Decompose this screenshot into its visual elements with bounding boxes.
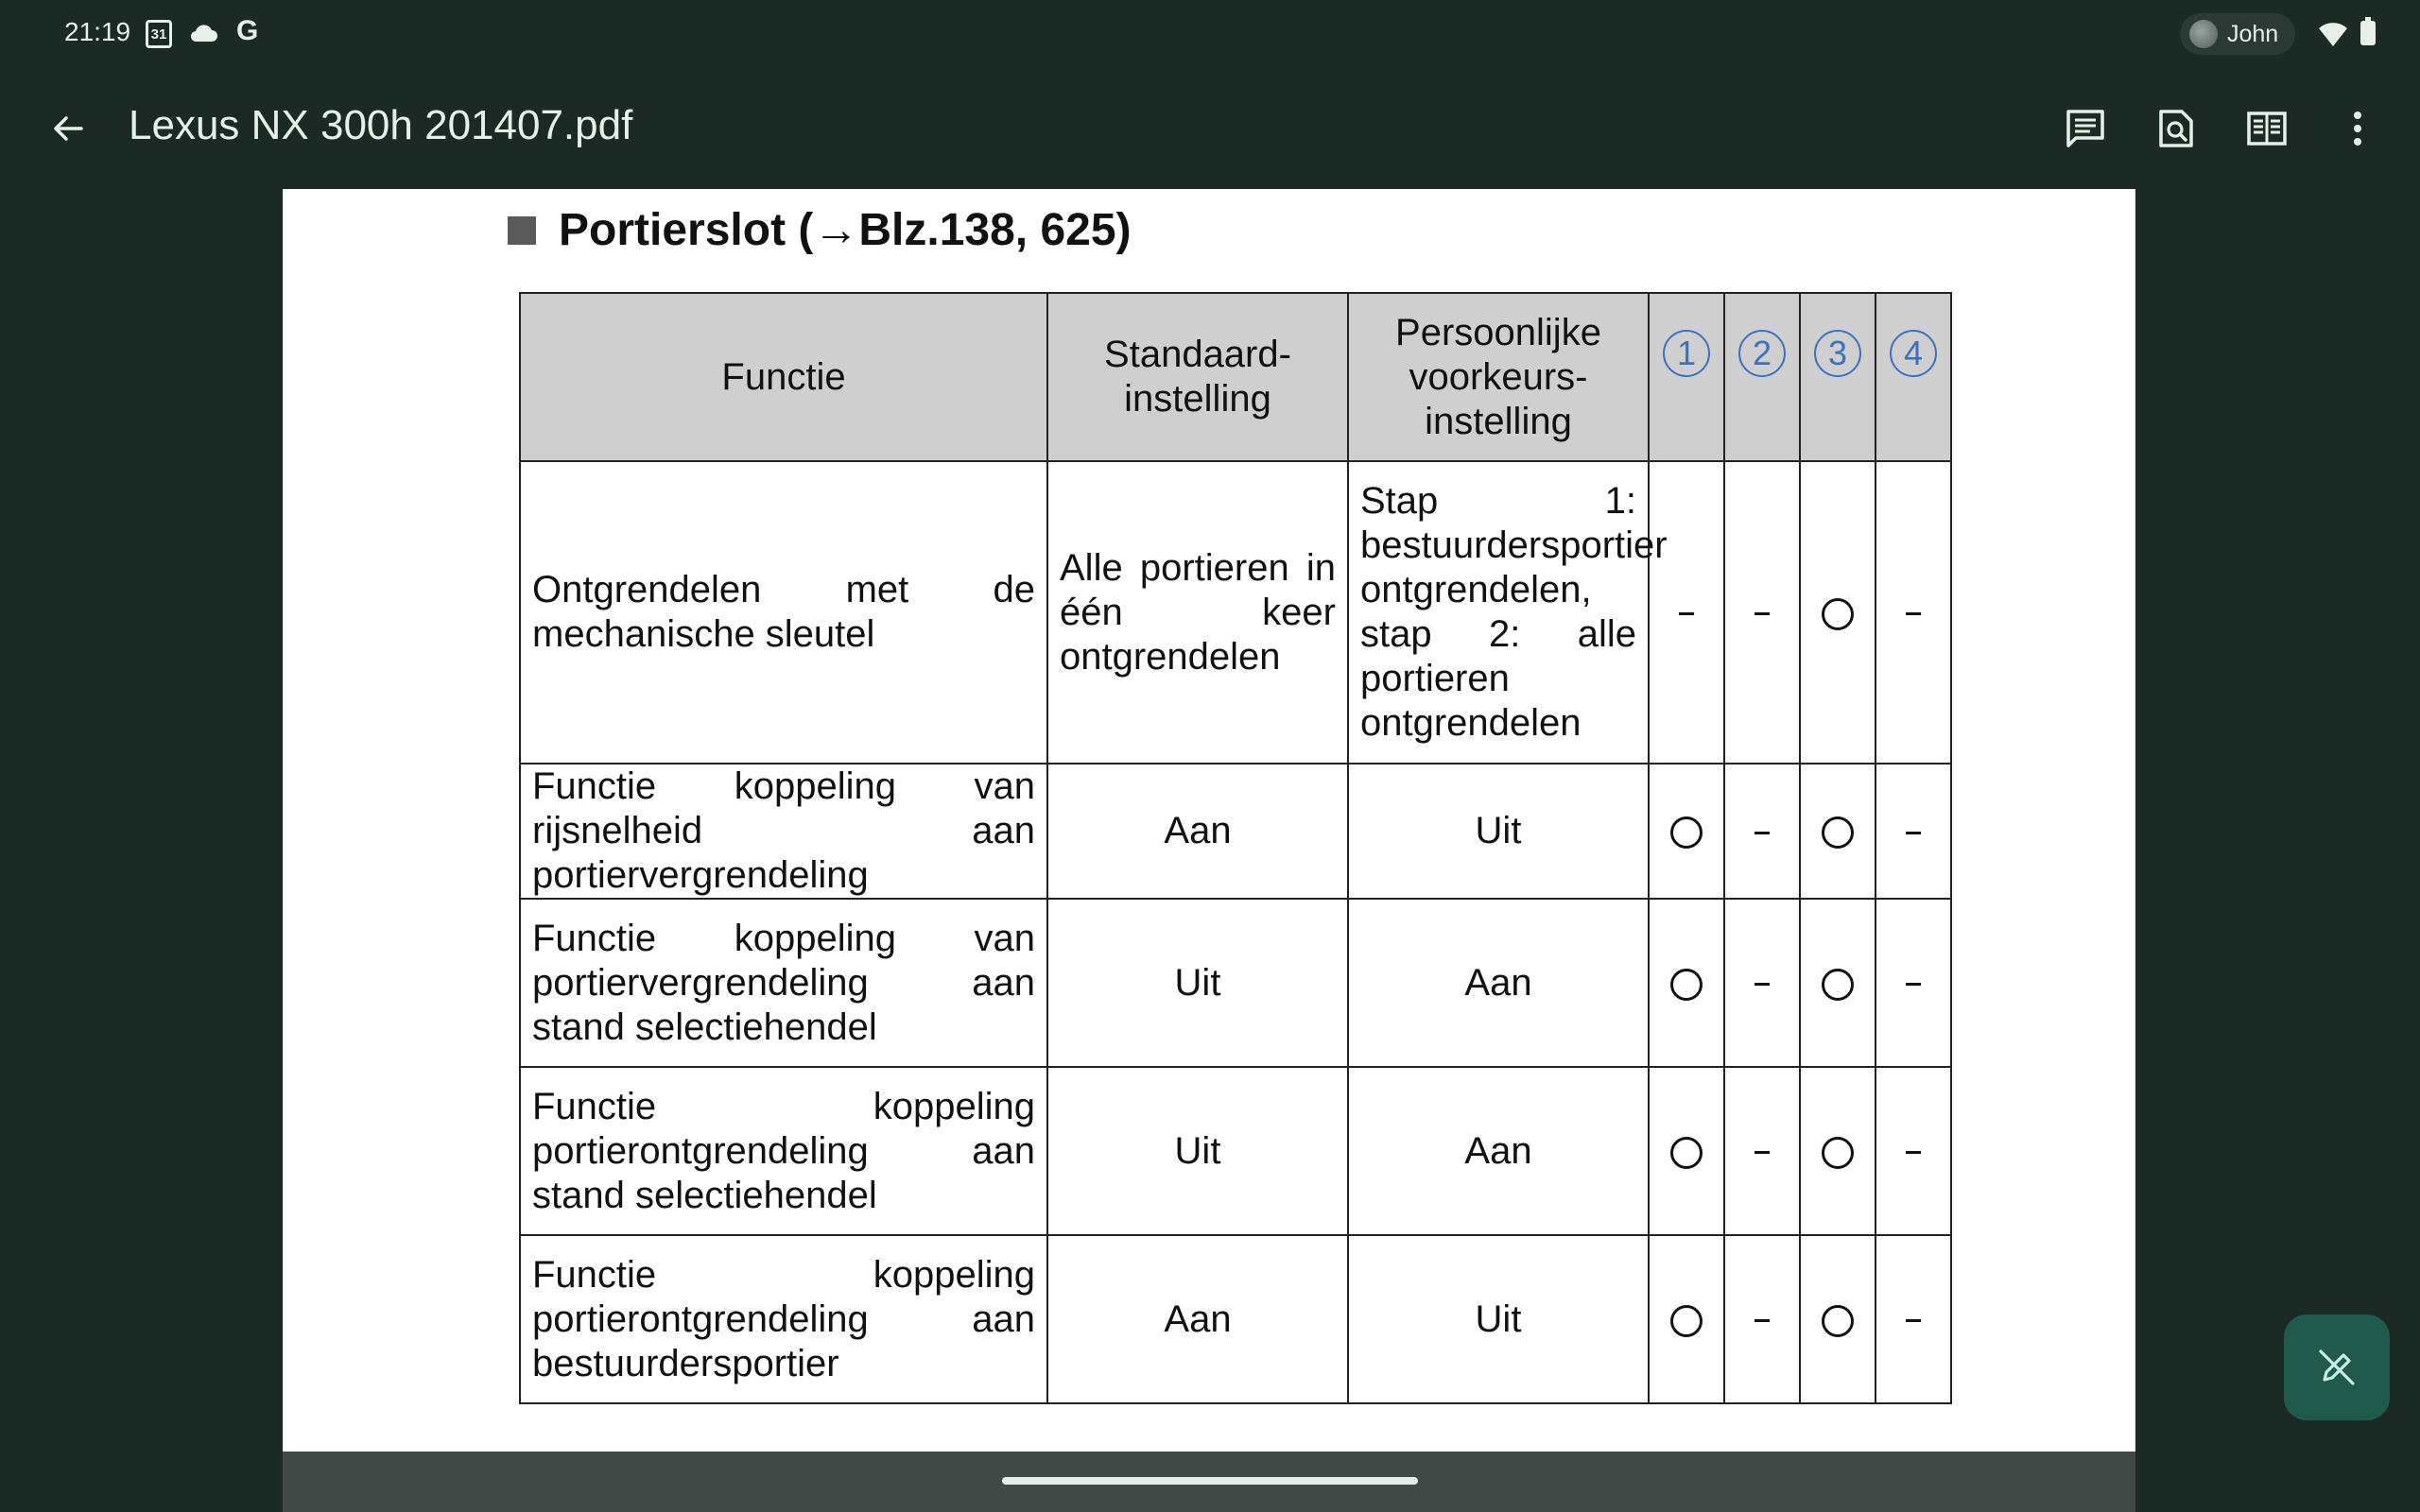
- cell-mark: [1876, 461, 1951, 764]
- cell-function: Ontgrendelen met de mechanische sleutel: [520, 461, 1047, 764]
- find-in-page-icon: [2157, 108, 2195, 149]
- table-row: [520, 1067, 1951, 1235]
- header-col-4: [1876, 293, 1951, 461]
- table-body: [520, 461, 1951, 1403]
- section-title: Portierslot (→Blz.138, 625): [559, 205, 1132, 255]
- app-bar: [0, 68, 2420, 189]
- cell-default: Uit: [1047, 1067, 1348, 1235]
- cell-default: Aan: [1047, 764, 1348, 899]
- circle-mark: [1822, 598, 1854, 630]
- cell-mark: [1649, 1067, 1724, 1235]
- cell-mark: [1800, 1067, 1876, 1235]
- more-options-button[interactable]: [2329, 100, 2386, 157]
- dash-mark: [1754, 1151, 1770, 1154]
- cell-function: Functie koppeling van rijsnelheid aan portiervergrendeling: [520, 764, 1047, 899]
- cell-custom: Aan: [1348, 899, 1649, 1067]
- comments-button[interactable]: [2057, 100, 2114, 157]
- table-row: [520, 899, 1951, 1067]
- table-row: [520, 461, 1951, 764]
- circle-mark: [1670, 1305, 1703, 1337]
- dash-mark: [1906, 1319, 1921, 1322]
- cell-mark: [1724, 1235, 1800, 1403]
- cell-mark: [1876, 1235, 1951, 1403]
- comment-icon: [2065, 108, 2106, 149]
- circle-number-3: 3: [1814, 330, 1861, 377]
- edit-off-icon: [2315, 1346, 2359, 1389]
- home-indicator[interactable]: [1002, 1477, 1418, 1485]
- cell-mark: [1724, 764, 1800, 899]
- cell-mark: [1800, 461, 1876, 764]
- user-name: John: [2227, 20, 2279, 47]
- back-button[interactable]: [42, 102, 95, 155]
- cell-mark: [1649, 1235, 1724, 1403]
- dash-mark: [1906, 832, 1921, 834]
- find-in-page-button[interactable]: [2148, 100, 2204, 157]
- header-default: Standaard-instelling: [1047, 293, 1348, 461]
- cloud-icon: [189, 17, 217, 49]
- back-arrow-icon: [51, 112, 85, 146]
- cell-mark: [1724, 1067, 1800, 1235]
- table-row: [520, 764, 1951, 899]
- cell-mark: [1876, 764, 1951, 899]
- pdf-page: [283, 189, 2135, 1452]
- cell-default: Alle portieren in één keer ontgrendelen: [1047, 461, 1348, 764]
- cell-custom: Uit: [1348, 764, 1649, 899]
- dash-mark: [1754, 983, 1770, 986]
- circle-mark: [1822, 1305, 1854, 1337]
- circle-mark: [1670, 816, 1703, 849]
- battery-icon: [2360, 21, 2376, 45]
- dash-mark: [1906, 983, 1921, 986]
- google-icon: G: [236, 15, 259, 46]
- document-viewer[interactable]: [0, 189, 2420, 1512]
- settings-table: [519, 292, 1952, 1404]
- cell-mark: [1800, 1235, 1876, 1403]
- status-time: 21:19: [64, 17, 131, 46]
- cell-mark: [1800, 899, 1876, 1067]
- cell-default: Aan: [1047, 1235, 1348, 1403]
- annotate-fab[interactable]: [2284, 1314, 2390, 1420]
- dash-mark: [1754, 612, 1770, 615]
- cell-function: Functie koppeling portierontgrendeling aan bestuurdersportier: [520, 1235, 1047, 1403]
- header-function: Functie: [520, 293, 1047, 461]
- avatar: [2189, 20, 2218, 48]
- reading-mode-icon: [2246, 111, 2288, 146]
- square-bullet-icon: [508, 216, 536, 245]
- circle-number-1: 1: [1663, 330, 1710, 377]
- user-chip[interactable]: [2180, 13, 2295, 55]
- cell-custom: Uit: [1348, 1235, 1649, 1403]
- cell-mark: [1876, 899, 1951, 1067]
- table-header-row: [520, 293, 1951, 461]
- circle-mark: [1822, 1137, 1854, 1169]
- cell-mark: [1649, 764, 1724, 899]
- circle-number-4: 4: [1890, 330, 1937, 377]
- header-custom: Persoonlijke voorkeurs-instelling: [1348, 293, 1649, 461]
- cell-mark: [1649, 461, 1724, 764]
- cell-mark: [1724, 899, 1800, 1067]
- dash-mark: [1679, 612, 1694, 615]
- table-row: [520, 1235, 1951, 1403]
- circle-mark: [1670, 969, 1703, 1001]
- cell-mark: [1649, 899, 1724, 1067]
- more-vert-icon: [2352, 110, 2363, 147]
- circle-number-2: 2: [1738, 330, 1786, 377]
- dash-mark: [1906, 612, 1921, 615]
- dash-mark: [1906, 1151, 1921, 1154]
- section-heading: [508, 204, 1132, 256]
- calendar-icon: 31: [146, 20, 172, 48]
- cell-custom: Stap 1: bestuurdersportier ontgrendelen, stap 2: alle portieren ontgrendelen: [1348, 461, 1649, 764]
- header-col-3: [1800, 293, 1876, 461]
- dash-mark: [1754, 832, 1770, 834]
- cell-mark: [1800, 764, 1876, 899]
- document-title: Lexus NX 300h 201407.pdf: [129, 102, 633, 148]
- circle-mark: [1822, 816, 1854, 849]
- cell-default: Uit: [1047, 899, 1348, 1067]
- wifi-icon: [2318, 19, 2348, 51]
- cell-function: Functie koppeling portierontgrendeling aan stand selectiehendel: [520, 1067, 1047, 1235]
- reading-mode-button[interactable]: [2238, 100, 2295, 157]
- dash-mark: [1754, 1319, 1770, 1322]
- circle-mark: [1822, 969, 1854, 1001]
- cell-mark: [1876, 1067, 1951, 1235]
- status-bar: [0, 0, 2420, 68]
- cell-mark: [1724, 461, 1800, 764]
- cell-function: Functie koppeling van portiervergrendeling aan stand selectiehendel: [520, 899, 1047, 1067]
- circle-mark: [1670, 1137, 1703, 1169]
- cell-custom: Aan: [1348, 1067, 1649, 1235]
- header-col-1: [1649, 293, 1724, 461]
- header-col-2: [1724, 293, 1800, 461]
